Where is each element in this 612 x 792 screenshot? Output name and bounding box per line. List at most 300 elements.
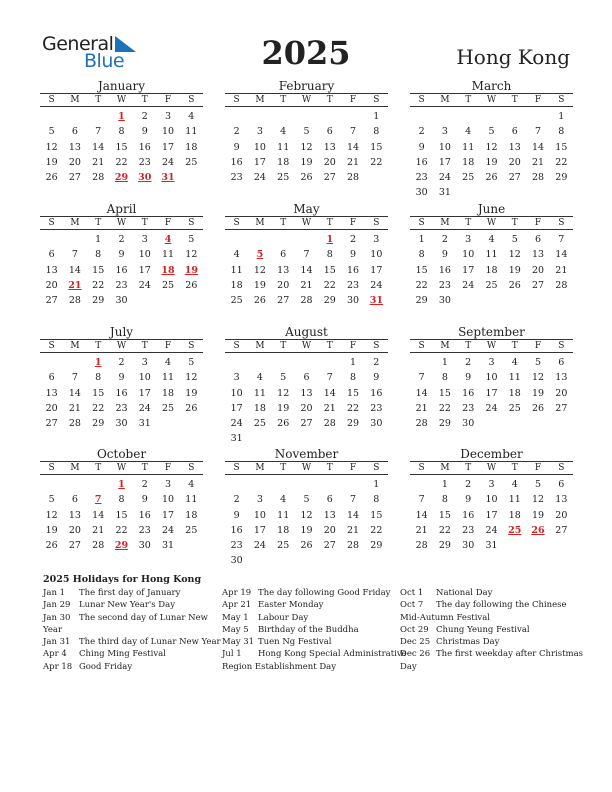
- calendar-day: 15: [115, 141, 128, 153]
- calendar-day: 2: [465, 357, 472, 368]
- calendar-day: 12: [532, 372, 545, 384]
- calendar-day: 16: [347, 264, 360, 276]
- calendar-day: 19: [532, 387, 545, 399]
- calendar-day: 6: [535, 234, 542, 245]
- holiday-item: [400, 636, 583, 648]
- week-row: [40, 155, 203, 170]
- empty-day: [295, 232, 318, 247]
- holiday-date: Apr 4: [43, 649, 67, 660]
- calendar-day: 31: [138, 418, 151, 430]
- week-row: [225, 523, 388, 538]
- holiday-date: Dec 25: [400, 637, 431, 648]
- calendar-day: 17: [438, 156, 451, 168]
- empty-day: [480, 185, 503, 200]
- week-row: [410, 232, 573, 247]
- calendar-day: 9: [441, 249, 448, 261]
- week-row: [410, 109, 573, 124]
- holiday-item: [222, 636, 407, 648]
- holiday-day: 25: [508, 524, 522, 536]
- calendar-day: 27: [555, 524, 568, 536]
- month-name: August: [285, 325, 328, 339]
- empty-day: [225, 109, 248, 124]
- weekday-label: W: [486, 95, 497, 105]
- weekday-label: S: [188, 218, 195, 228]
- calendar-day: 23: [438, 279, 451, 291]
- calendar-day: 8: [326, 249, 333, 261]
- empty-day: [156, 293, 179, 308]
- holiday-date: Jul 1: [222, 649, 242, 660]
- month-november: [225, 447, 388, 569]
- empty-day: [410, 477, 433, 492]
- empty-day: [225, 477, 248, 492]
- weekday-label: S: [48, 463, 55, 473]
- weekday-label: T: [95, 218, 102, 228]
- calendar-day: 5: [48, 126, 55, 138]
- month-name: December: [460, 447, 523, 461]
- holiday-name: Easter Monday: [258, 600, 324, 611]
- calendar-day: 18: [485, 264, 498, 276]
- calendar-day: 2: [233, 494, 240, 506]
- empty-day: [550, 416, 573, 431]
- calendar-day: 7: [535, 126, 542, 138]
- weekday-label: F: [534, 341, 542, 351]
- calendar-day: 6: [326, 126, 333, 138]
- holiday-name: Birthday of the Buddha: [258, 624, 359, 635]
- calendar-day: 30: [415, 187, 428, 199]
- calendar-day: 9: [233, 509, 240, 521]
- calendar-day: 12: [485, 141, 498, 153]
- calendar-day: 17: [370, 264, 383, 276]
- weekday-label: T: [511, 218, 518, 228]
- holiday-date: Oct 29: [400, 624, 429, 635]
- calendar-day: 18: [508, 509, 521, 521]
- empty-day: [295, 553, 318, 568]
- calendar-day: 11: [253, 387, 266, 399]
- calendar-day: 19: [300, 156, 313, 168]
- weekday-label: M: [255, 341, 265, 351]
- calendar-day: 27: [555, 402, 568, 414]
- calendar-day: 27: [300, 418, 313, 430]
- calendar-day: 4: [165, 357, 172, 368]
- week-row: [410, 401, 573, 416]
- empty-day: [133, 293, 156, 308]
- calendar-day: 18: [277, 156, 290, 168]
- empty-day: [341, 109, 364, 124]
- calendar-day: 16: [370, 387, 383, 399]
- holiday-day: 1: [118, 111, 125, 122]
- weekday-header: [40, 339, 203, 353]
- calendar-day: 9: [118, 372, 125, 384]
- calendar-day: 14: [347, 509, 360, 521]
- calendar-day: 2: [418, 126, 425, 138]
- calendar-day: 15: [92, 387, 105, 399]
- holiday-name: National Day: [436, 588, 493, 598]
- weekday-label: T: [465, 463, 472, 473]
- week-row: [40, 124, 203, 139]
- calendar-day: 9: [350, 249, 357, 261]
- calendar-day: 12: [277, 387, 290, 399]
- weekday-label: T: [141, 463, 148, 473]
- calendar-day: 3: [441, 126, 448, 138]
- empty-day: [480, 293, 503, 308]
- week-row: [410, 263, 573, 278]
- calendar-day: 23: [138, 156, 151, 168]
- calendar-day: 14: [92, 141, 105, 153]
- empty-day: [526, 293, 549, 308]
- calendar-day: 10: [485, 494, 498, 506]
- calendar-day: 26: [485, 172, 498, 184]
- weekday-label: W: [486, 463, 497, 473]
- calendar-day: 27: [45, 295, 58, 307]
- holiday-day: 5: [256, 249, 264, 261]
- empty-day: [225, 232, 248, 247]
- calendar-day: 29: [415, 295, 428, 307]
- calendar-day: 20: [45, 279, 58, 291]
- month-june: [410, 202, 573, 308]
- holiday-name-continued: Region Establishment Day: [222, 661, 337, 672]
- calendar-day: 2: [350, 234, 357, 245]
- calendar-day: 24: [485, 524, 498, 536]
- calendar-day: 2: [373, 357, 380, 368]
- calendar-day: 20: [555, 509, 568, 521]
- empty-day: [526, 416, 549, 431]
- holiday-name: The second day of Lunar New: [79, 612, 208, 623]
- calendar-day: 30: [230, 555, 243, 567]
- calendar-day: 4: [511, 479, 518, 490]
- holiday-item: [222, 612, 407, 624]
- calendar-day: 8: [441, 372, 448, 384]
- calendar-day: 15: [115, 509, 128, 521]
- calendar-day: 23: [230, 540, 243, 552]
- weekday-label: S: [558, 95, 565, 105]
- week-row: [40, 477, 203, 492]
- calendar-day: 17: [253, 524, 266, 536]
- weekday-label: T: [326, 463, 333, 473]
- weekday-label: T: [465, 341, 472, 351]
- calendar-day: 10: [253, 509, 266, 521]
- calendar-day: 11: [162, 249, 175, 261]
- calendar-day: 10: [162, 494, 175, 506]
- month-april: [40, 202, 203, 308]
- calendar-day: 25: [230, 295, 243, 307]
- calendar-day: 26: [185, 402, 198, 414]
- weekday-label: T: [511, 341, 518, 351]
- weekday-label: S: [188, 95, 195, 105]
- empty-day: [550, 185, 573, 200]
- calendar-day: 29: [92, 418, 105, 430]
- calendar-day: 5: [303, 494, 310, 506]
- calendar-day: 16: [115, 387, 128, 399]
- week-row: [410, 538, 573, 553]
- calendar-day: 2: [118, 357, 125, 368]
- weekday-header: [40, 461, 203, 475]
- calendar-day: 21: [555, 264, 568, 276]
- calendar-day: 30: [115, 418, 128, 430]
- calendar-day: 10: [138, 372, 151, 384]
- country-name: Hong Kong: [456, 45, 570, 69]
- calendar-day: 28: [92, 172, 105, 184]
- holiday-name: The day following the Chinese: [436, 600, 567, 611]
- calendar-day: 3: [465, 234, 472, 245]
- empty-day: [503, 416, 526, 431]
- calendar-day: 1: [441, 357, 448, 368]
- calendar-day: 7: [95, 126, 102, 138]
- calendar-day: 9: [118, 249, 125, 261]
- calendar-day: 31: [438, 187, 451, 199]
- calendar-day: 14: [68, 264, 81, 276]
- empty-day: [272, 109, 295, 124]
- calendar-day: 7: [350, 494, 357, 506]
- calendar-day: 3: [165, 479, 172, 490]
- holiday-date: May 5: [222, 624, 249, 635]
- weekday-label: F: [164, 463, 172, 473]
- calendar-day: 17: [253, 156, 266, 168]
- calendar-day: 12: [45, 141, 58, 153]
- calendar-day: 28: [555, 279, 568, 291]
- calendar-day: 23: [115, 402, 128, 414]
- holiday-day: 1: [326, 234, 334, 245]
- empty-day: [248, 232, 271, 247]
- month-name: November: [274, 447, 339, 461]
- week-row: [40, 416, 203, 431]
- holiday-column: [43, 587, 221, 673]
- calendar-day: 2: [233, 126, 240, 138]
- week-row: [225, 492, 388, 507]
- calendar-day: 5: [303, 126, 310, 138]
- empty-day: [457, 293, 480, 308]
- empty-day: [341, 477, 364, 492]
- calendar-day: 20: [68, 156, 81, 168]
- calendar-day: 11: [485, 249, 498, 261]
- calendar-day: 25: [277, 172, 290, 184]
- calendar-day: 16: [438, 264, 451, 276]
- calendar-day: 12: [45, 509, 58, 521]
- week-row: [225, 109, 388, 124]
- calendar-day: 24: [485, 402, 498, 414]
- calendar-day: 29: [92, 295, 105, 307]
- weekday-label: S: [48, 341, 55, 351]
- calendar-day: 24: [138, 279, 151, 291]
- holiday-day: 1: [94, 357, 102, 368]
- calendar-day: 30: [347, 295, 360, 307]
- weekday-label: S: [373, 341, 380, 351]
- calendar-day: 25: [462, 172, 475, 184]
- holiday-item: [222, 587, 407, 599]
- holiday-item: [43, 587, 221, 599]
- calendar-day: 6: [71, 126, 78, 138]
- calendar-day: 5: [488, 126, 495, 138]
- month-august: [225, 325, 388, 447]
- calendar-day: 20: [300, 402, 313, 414]
- holiday-column: [222, 587, 407, 673]
- week-row: [40, 263, 203, 278]
- calendar-day: 6: [558, 479, 565, 490]
- week-row: [410, 293, 573, 308]
- weekday-header: [410, 339, 573, 353]
- calendar-day: 6: [558, 357, 565, 368]
- calendar-day: 24: [462, 279, 475, 291]
- calendar-day: 21: [92, 524, 105, 536]
- empty-day: [248, 553, 271, 568]
- week-row: [225, 263, 388, 278]
- weekday-label: T: [95, 95, 102, 105]
- calendar-day: 16: [138, 141, 151, 153]
- calendar-day: 17: [485, 387, 498, 399]
- calendar-day: 5: [48, 494, 55, 506]
- empty-day: [180, 416, 203, 431]
- calendar-day: 27: [532, 279, 545, 291]
- weekday-header: [225, 339, 388, 353]
- calendar-day: 29: [347, 418, 360, 430]
- calendar-day: 22: [92, 402, 105, 414]
- calendar-day: 24: [438, 172, 451, 184]
- week-row: [225, 232, 388, 247]
- calendar-day: 28: [68, 295, 81, 307]
- weekday-label: S: [373, 95, 380, 105]
- weekday-label: S: [373, 218, 380, 228]
- weekday-label: F: [534, 95, 542, 105]
- calendar-day: 10: [462, 249, 475, 261]
- empty-day: [550, 293, 573, 308]
- calendar-day: 4: [188, 479, 195, 490]
- week-row: [410, 416, 573, 431]
- holiday-item: [43, 612, 221, 624]
- calendar-day: 29: [438, 418, 451, 430]
- week-row: [40, 401, 203, 416]
- weekday-label: W: [301, 218, 312, 228]
- empty-day: [365, 553, 388, 568]
- holiday-date: Oct 1: [400, 588, 424, 598]
- empty-day: [225, 355, 248, 370]
- calendar-day: 1: [441, 479, 448, 490]
- calendar-day: 29: [555, 172, 568, 184]
- calendar-day: 10: [162, 126, 175, 138]
- calendar-day: 30: [115, 295, 128, 307]
- calendar-day: 20: [555, 387, 568, 399]
- week-row: [225, 538, 388, 553]
- calendar-day: 28: [323, 418, 336, 430]
- empty-day: [295, 477, 318, 492]
- calendar-day: 18: [185, 509, 198, 521]
- calendar-day: 3: [165, 111, 172, 122]
- holiday-item: [222, 648, 407, 660]
- empty-day: [272, 477, 295, 492]
- week-row: [410, 477, 573, 492]
- calendar-day: 22: [438, 402, 451, 414]
- calendar-day: 16: [462, 387, 475, 399]
- calendar-day: 6: [326, 494, 333, 506]
- calendar-day: 19: [185, 387, 198, 399]
- week-row: [410, 247, 573, 262]
- holiday-date: Jan 30: [43, 612, 71, 623]
- week-row: [225, 247, 388, 262]
- calendar-day: 23: [370, 402, 383, 414]
- calendar-day: 7: [350, 126, 357, 138]
- calendar-day: 8: [558, 126, 565, 138]
- calendar-day: 18: [230, 279, 243, 291]
- calendar-day: 28: [532, 172, 545, 184]
- empty-day: [503, 109, 526, 124]
- empty-day: [180, 293, 203, 308]
- calendar-day: 9: [418, 141, 425, 153]
- calendar-day: 6: [48, 249, 55, 261]
- page-title-year: 2025: [261, 34, 351, 72]
- week-row: [225, 155, 388, 170]
- weekday-label: M: [440, 341, 450, 351]
- empty-day: [63, 232, 86, 247]
- empty-day: [341, 553, 364, 568]
- empty-day: [87, 109, 110, 124]
- calendar-day: 28: [415, 540, 428, 552]
- holiday-item: [43, 599, 221, 611]
- empty-day: [40, 232, 63, 247]
- calendar-day: 8: [373, 494, 380, 506]
- empty-day: [318, 109, 341, 124]
- calendar-day: 27: [45, 418, 58, 430]
- week-row: [410, 355, 573, 370]
- calendar-day: 2: [118, 234, 125, 245]
- calendar-day: 12: [185, 372, 198, 384]
- calendar-day: 18: [277, 524, 290, 536]
- calendar-day: 22: [370, 156, 383, 168]
- calendar-day: 20: [323, 156, 336, 168]
- calendar-day: 3: [256, 126, 263, 138]
- weekday-label: F: [534, 218, 542, 228]
- calendar-day: 18: [253, 402, 266, 414]
- calendar-day: 14: [68, 387, 81, 399]
- calendar-day: 7: [558, 234, 565, 245]
- calendar-day: 1: [373, 111, 380, 122]
- holiday-date: Apr 19: [222, 588, 252, 598]
- calendar-day: 23: [415, 172, 428, 184]
- calendar-day: 28: [92, 540, 105, 552]
- calendar-day: 16: [230, 156, 243, 168]
- calendar-day: 6: [71, 494, 78, 506]
- calendar-day: 20: [277, 279, 290, 291]
- calendar-day: 29: [370, 540, 383, 552]
- month-name: January: [97, 79, 146, 93]
- weekday-label: M: [70, 218, 80, 228]
- month-january: [40, 79, 203, 185]
- weekday-label: T: [511, 95, 518, 105]
- calendar-day: 5: [188, 234, 195, 245]
- month-february: [225, 79, 388, 185]
- holiday-day: 18: [161, 264, 175, 276]
- weekday-label: F: [164, 95, 172, 105]
- calendar-day: 19: [532, 509, 545, 521]
- calendar-day: 19: [485, 156, 498, 168]
- week-row: [40, 355, 203, 370]
- calendar-day: 6: [511, 126, 518, 138]
- calendar-day: 28: [68, 418, 81, 430]
- calendar-day: 14: [323, 387, 336, 399]
- calendar-day: 17: [138, 264, 151, 276]
- calendar-day: 23: [230, 172, 243, 184]
- calendar-day: 11: [230, 264, 243, 276]
- calendar-day: 25: [162, 402, 175, 414]
- weekday-label: W: [116, 95, 127, 105]
- week-row: [40, 232, 203, 247]
- week-row: [410, 155, 573, 170]
- week-row: [225, 140, 388, 155]
- calendar-day: 8: [441, 494, 448, 506]
- calendar-day: 24: [253, 540, 266, 552]
- calendar-day: 29: [323, 295, 336, 307]
- calendar-day: 13: [555, 494, 568, 506]
- holiday-date: Jan 31: [43, 637, 71, 648]
- empty-day: [410, 109, 433, 124]
- calendar-day: 10: [438, 141, 451, 153]
